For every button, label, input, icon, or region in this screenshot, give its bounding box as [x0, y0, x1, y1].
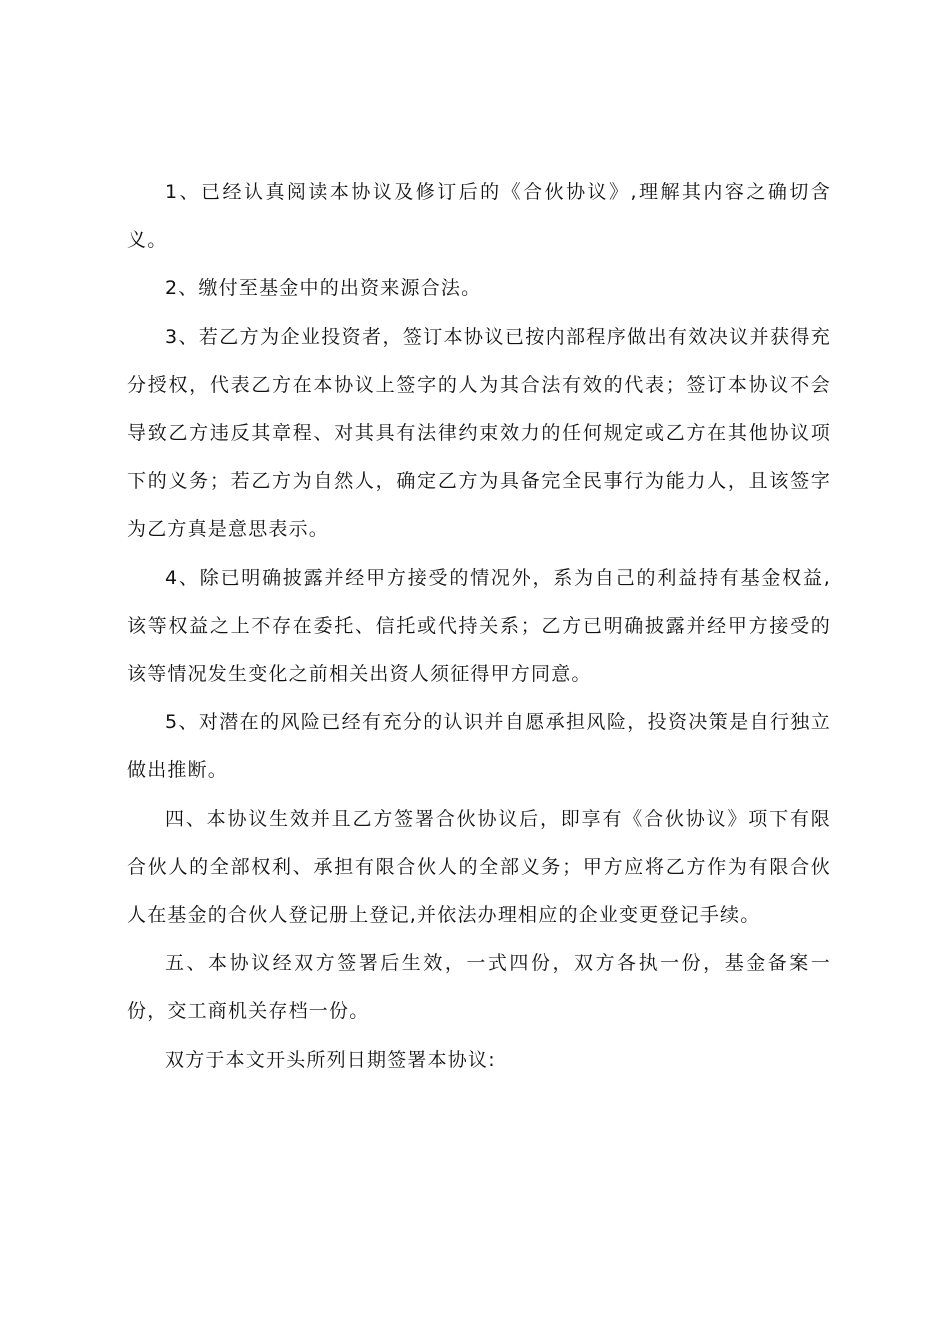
clause-5-paragraph: 5、对潜在的风险已经有充分的认识并自愿承担风险，投资决策是自行独立做出推断。 [127, 711, 831, 782]
section-five-paragraph: 五、本协议经双方签署后生效，一式四份，双方各执一份，基金备案一份，交工商机关存档一份。 [127, 952, 831, 1023]
document-body [127, 168, 831, 1084]
clause-4-paragraph: 4、除已明确披露并经甲方接受的情况外，系为自己的利益持有基金权益,该等权益之上不存在委托、信托或代持关系；乙方已明确披露并经甲方接受的该等情况发生变化之前相关出资人须征得甲方同意。 [127, 566, 831, 686]
clause-1-paragraph: 1、已经认真阅读本协议及修订后的《合伙协议》,理解其内容之确切含义。 [127, 181, 831, 252]
section-four-paragraph: 四、本协议生效并且乙方签署合伙协议后，即享有《合伙协议》项下有限合伙人的全部权利、承担有限合伙人的全部义务；甲方应将乙方作为有限合伙人在基金的合伙人登记册上登记,并依法办理相应的企业变更登记手续。 [127, 807, 831, 927]
clause-2-paragraph: 2、缴付至基金中的出资来源合法。 [165, 277, 482, 300]
signing-statement: 双方于本文开头所列日期签署本协议: [165, 1048, 496, 1071]
clause-3-paragraph: 3、若乙方为企业投资者，签订本协议已按内部程序做出有效决议并获得充分授权，代表乙方在本协议上签字的人为其合法有效的代表；签订本协议不会导致乙方违反其章程、对其具有法律约束效力的任何规定或乙方在其他协议项下的义务；若乙方为自然人，确定乙方为具备完全民事行为能力人，且该签字为乙方真是意思表示。 [127, 325, 831, 541]
